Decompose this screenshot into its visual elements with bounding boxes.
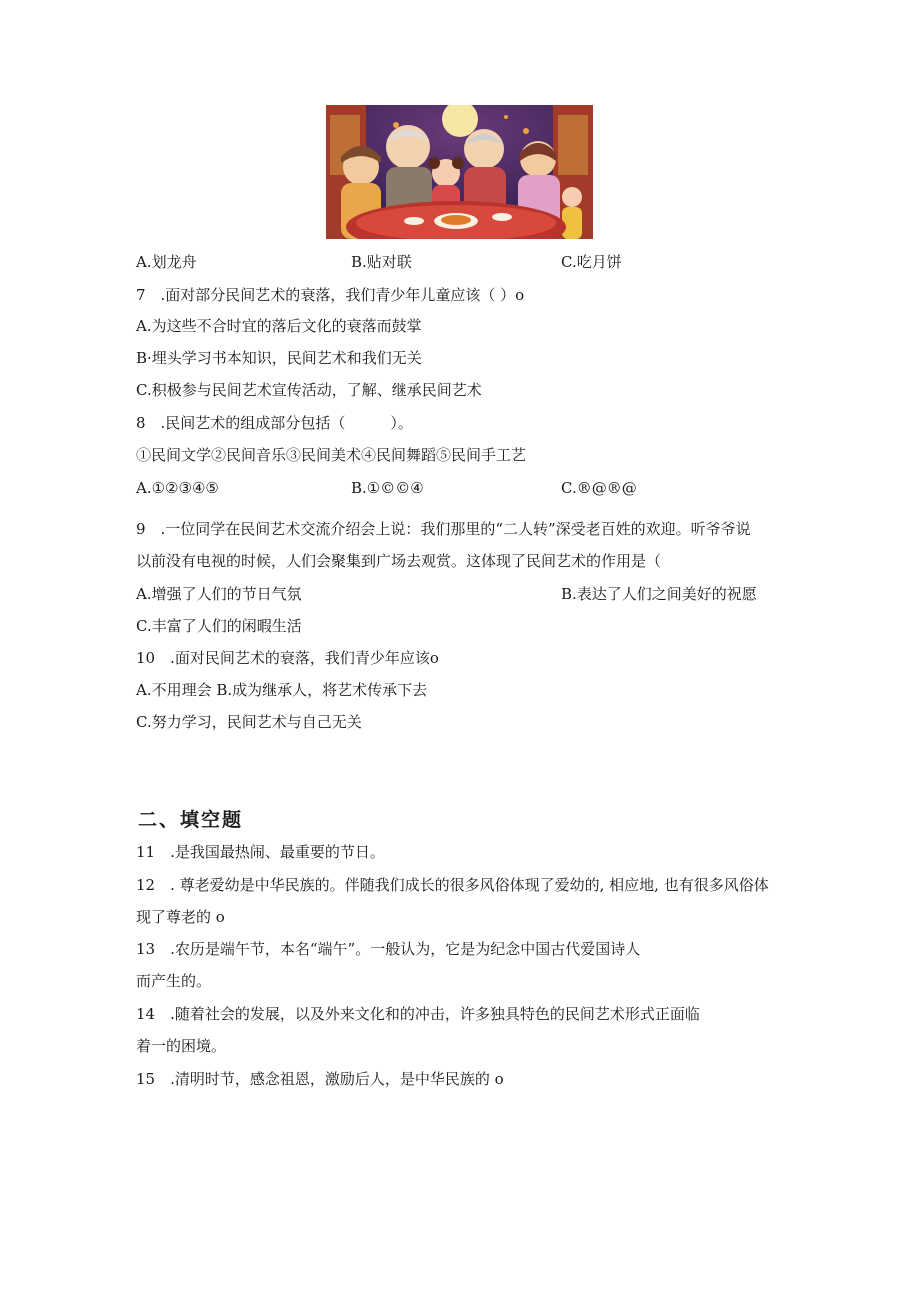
- q8-option-b: B.①©©④: [351, 479, 424, 497]
- q7-option-c: C.积极参与民间艺术宣传活动，了解、继承民间艺术: [136, 381, 482, 399]
- q9-stem-line1: 9 .一位同学在民间艺术交流介绍会上说：我们那里的“二人转”深受老百姓的欢迎。听爷爷说: [136, 520, 751, 538]
- q6-option-c: C.吃月饼: [561, 253, 622, 271]
- q13-line2: 而产生的。: [136, 972, 212, 990]
- q7-stem: 7 .面对部分民间艺术的衰落，我们青少年儿童应该（ ）o: [136, 286, 525, 304]
- q12-line2: 现了尊老的 o: [136, 908, 225, 926]
- q9-option-c: C.丰富了人们的闲暇生活: [136, 617, 302, 635]
- q15-text: 15 .清明时节，感念祖恩，激励后人，是中华民族的 o: [136, 1070, 504, 1088]
- q14-line2: 着一的困境。: [136, 1037, 227, 1055]
- q10-option-c: C.努力学习，民间艺术与自己无关: [136, 713, 362, 731]
- q10-stem: 10 .面对民间艺术的衰落，我们青少年应该o: [136, 649, 439, 667]
- family-dinner-illustration: [326, 105, 593, 239]
- q8-option-a: A.①②③④⑤: [136, 479, 219, 497]
- q6-option-a: A.划龙舟: [136, 253, 197, 271]
- q9-option-a: A.增强了人们的节日气氛: [136, 585, 302, 603]
- q8-stem: 8 .民间艺术的组成部分包括（ ）。: [136, 414, 413, 432]
- q13-line1: 13 .农历是端午节，本名“端午”。一般认为，它是为纪念中国古代爱国诗人: [136, 940, 641, 958]
- q11-text: 11 .是我国最热闹、最重要的节日。: [136, 843, 385, 861]
- q10-options-ab: A.不用理会 B.成为继承人，将艺术传承下去: [136, 681, 428, 699]
- q12-line1: 12 . 尊老爱幼是中华民族的。伴随我们成长的很多风俗体现了爱幼的, 相应地, 也有很多风俗体: [136, 876, 769, 894]
- q8-option-c: C.®@®@: [561, 479, 637, 497]
- q7-option-b: B·埋头学习书本知识，民间艺术和我们无关: [136, 349, 422, 367]
- q9-stem-line2: 以前没有电视的时候，人们会聚集到广场去观赏。这体现了民间艺术的作用是（: [136, 552, 662, 570]
- q9-option-b: B.表达了人们之间美好的祝愿: [561, 585, 757, 603]
- q6-option-b: B.贴对联: [351, 253, 412, 271]
- q8-items: ①民间文学②民间音乐③民间美术④民间舞蹈⑤民间手工艺: [136, 446, 527, 464]
- section-heading-fill-in: 二、填空题: [138, 809, 244, 831]
- q14-line1: 14 .随着社会的发展，以及外来文化和的冲击，许多独具特色的民间艺术形式正面临: [136, 1005, 700, 1023]
- q7-option-a: A.为这些不合时宜的落后文化的衰落而鼓掌: [136, 317, 422, 335]
